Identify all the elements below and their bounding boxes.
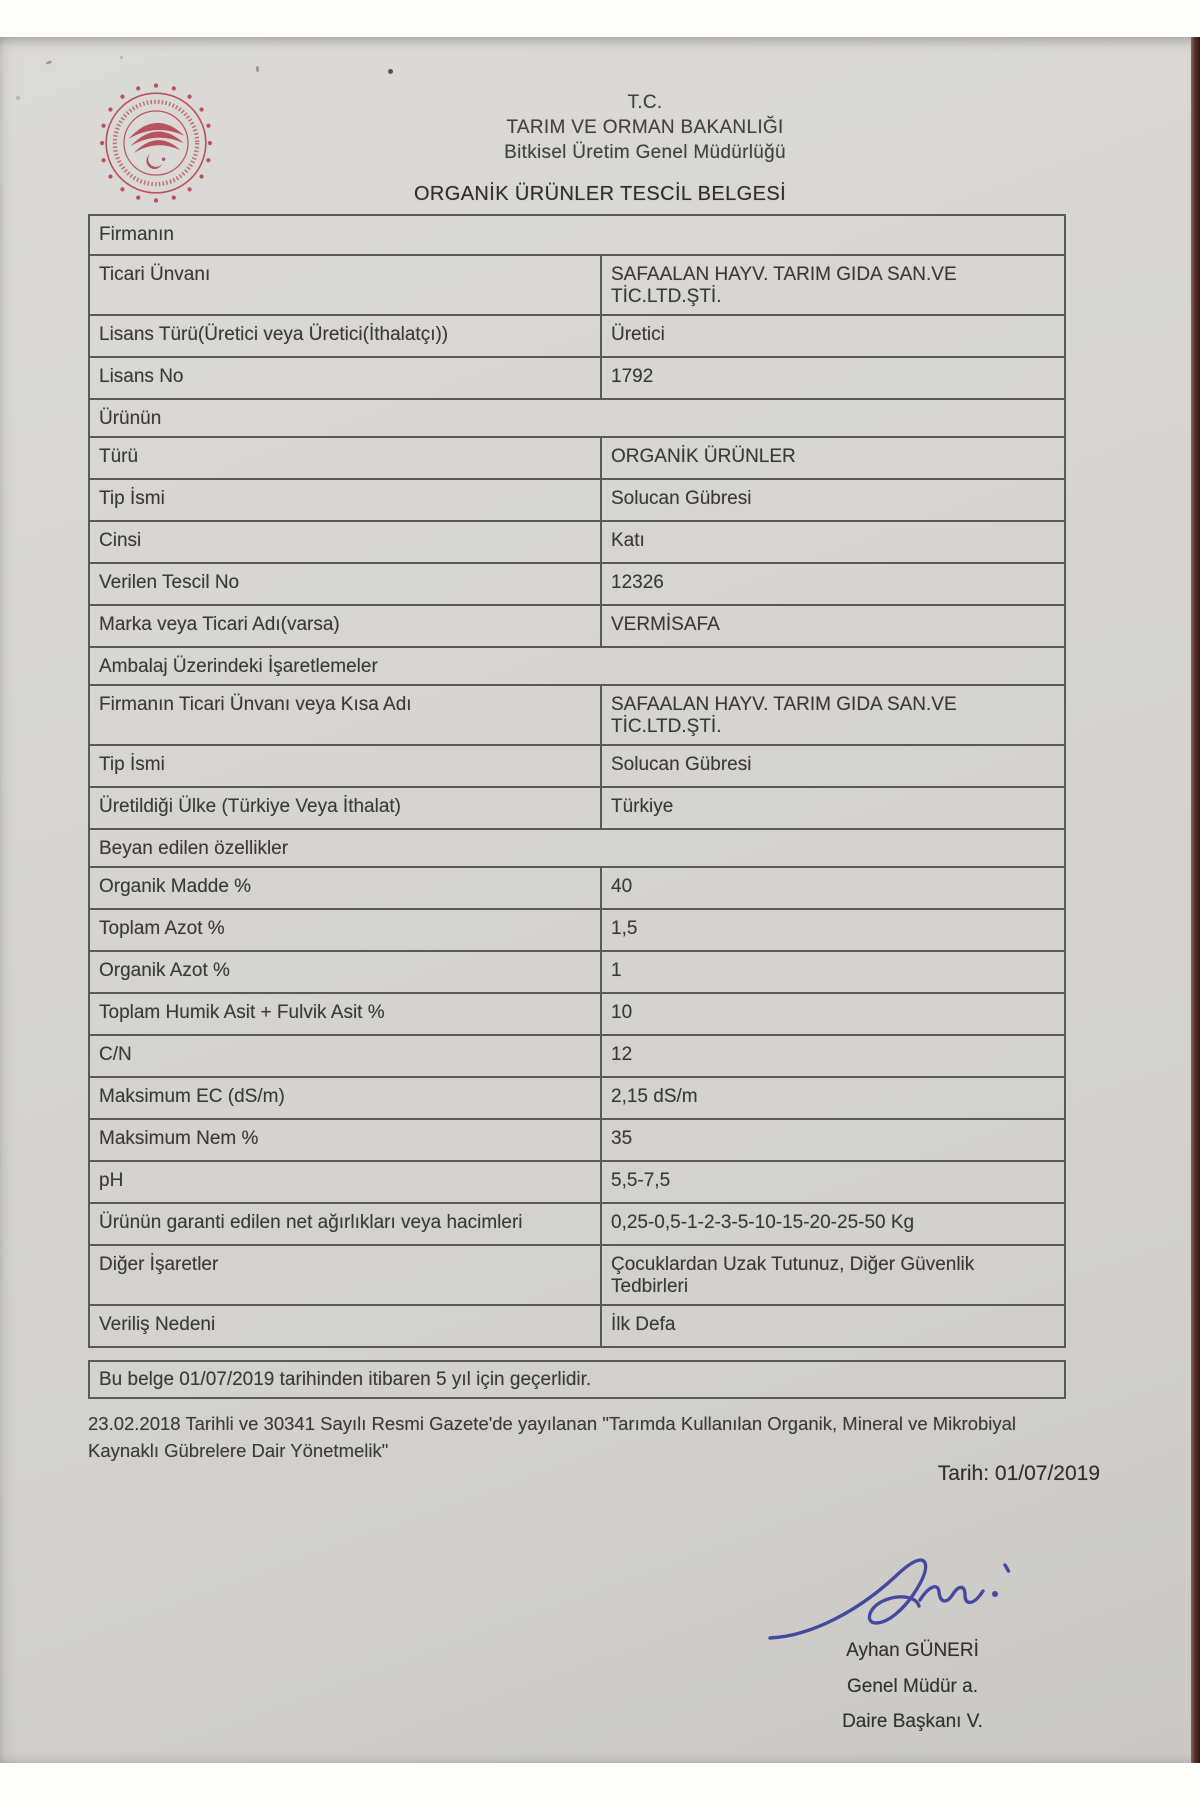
field-value: 35	[600, 1120, 1064, 1160]
field-label: Marka veya Ticari Adı(varsa)	[99, 614, 340, 635]
table-row	[90, 950, 1064, 992]
field-value: ORGANİK ÜRÜNLER	[600, 438, 1064, 478]
field-value: SAFAALAN HAYV. TARIM GIDA SAN.VE TİC.LTD.ŞTİ.	[600, 686, 1064, 744]
field-value: 5,5-7,5	[600, 1162, 1064, 1202]
date-label: Tarih: 01/07/2019	[937, 1462, 1100, 1485]
section-label: Beyan edilen özellikler	[99, 838, 289, 859]
table-row	[90, 520, 1064, 562]
table-row	[90, 436, 1064, 478]
field-value: Çocuklardan Uzak Tutunuz, Diğer Güvenlik Tedbirleri	[600, 1246, 1064, 1304]
emblem-fan	[129, 123, 185, 153]
field-value: 10	[600, 994, 1064, 1034]
field-label: Verilen Tescil No	[99, 572, 240, 593]
table-row	[90, 478, 1064, 520]
field-label: Ticari Ünvanı	[99, 264, 211, 285]
field-value: 40	[600, 868, 1064, 908]
scan-speck	[256, 66, 259, 72]
field-label: Maksimum Nem %	[99, 1128, 259, 1149]
field-label: Ürünün garanti edilen net ağırlıkları veya hacimleri	[99, 1212, 523, 1233]
table-row	[90, 908, 1064, 950]
field-value: Solucan Gübresi	[600, 746, 1064, 786]
field-label: Organik Madde %	[99, 876, 252, 897]
section-label: Ürünün	[99, 408, 162, 429]
field-label: Toplam Azot %	[99, 918, 225, 939]
field-label: Diğer İşaretler	[99, 1254, 219, 1275]
table-row	[90, 1118, 1064, 1160]
scan-speck	[16, 96, 20, 100]
field-label: Tip İsmi	[99, 754, 165, 775]
table-row	[90, 1034, 1064, 1076]
field-value: Üretici	[600, 316, 1064, 356]
table-row	[90, 1304, 1064, 1346]
table-row	[90, 1076, 1064, 1118]
emblem-crescent	[146, 154, 162, 169]
field-label: Toplam Humik Asit + Fulvik Asit %	[99, 1002, 385, 1023]
header-directorate: Bitkisel Üretim Genel Müdürlüğü	[504, 142, 786, 163]
emblem-star	[162, 158, 165, 161]
table-row	[90, 992, 1064, 1034]
field-value: 12326	[600, 564, 1064, 604]
field-label: C/N	[99, 1044, 132, 1065]
field-value: 12	[600, 1036, 1064, 1076]
table-section-row	[90, 398, 1064, 436]
field-label: Organik Azot %	[99, 960, 230, 981]
table-row	[90, 1202, 1064, 1244]
field-label: Lisans No	[99, 366, 184, 387]
table-row	[90, 684, 1064, 744]
field-value: Türkiye	[600, 788, 1064, 828]
table-row	[90, 1160, 1064, 1202]
table-row	[90, 866, 1064, 908]
field-label: pH	[99, 1170, 124, 1191]
field-label: Türü	[99, 446, 139, 467]
header-tc: T.C.	[627, 92, 663, 113]
section-label: Ambalaj Üzerindeki İşaretlemeler	[99, 656, 378, 677]
field-label: Lisans Türü(Üretici veya Üretici(İthalatçı))	[99, 324, 449, 345]
registration-table	[88, 214, 1066, 1348]
section-label: Firmanın	[99, 224, 174, 245]
table-row	[90, 786, 1064, 828]
signature-ink-icon	[762, 1550, 1022, 1650]
field-label: Veriliş Nedeni	[99, 1314, 216, 1335]
field-value: 0,25-0,5-1-2-3-5-10-15-20-25-50 Kg	[600, 1204, 1064, 1244]
table-row	[90, 314, 1064, 356]
table-row	[90, 254, 1064, 314]
government-header	[245, 90, 1045, 165]
field-value: 1	[600, 952, 1064, 992]
header-ministry: TARIM VE ORMAN BAKANLIĞI	[506, 117, 784, 138]
field-value: 1,5	[600, 910, 1064, 950]
field-value: Katı	[600, 522, 1064, 562]
document-title: ORGANİK ÜRÜNLER TESCİL BELGESİ	[413, 183, 787, 205]
field-value: SAFAALAN HAYV. TARIM GIDA SAN.VE TİC.LTD.ŞTİ.	[600, 256, 1064, 314]
field-value: Solucan Gübresi	[600, 480, 1064, 520]
table-row	[90, 604, 1064, 646]
regulation-note: 23.02.2018 Tarihli ve 30341 Sayılı Resmi Gazete'de yayılanan "Tarımda Kullanılan Organik, Mineral ve Mikrobiyal Kaynaklı Gübrelere Dair Yönetmelik"	[88, 1413, 1017, 1461]
table-row	[90, 744, 1064, 786]
scan-speck	[388, 69, 393, 74]
table-row	[90, 356, 1064, 398]
table-section-row	[90, 646, 1064, 684]
field-value: İlk Defa	[600, 1306, 1064, 1346]
field-label: Tip İsmi	[99, 488, 165, 509]
table-section-row	[90, 216, 1064, 254]
validity-note: Bu belge 01/07/2019 tarihinden itibaren 5 yıl için geçerlidir.	[88, 1360, 1066, 1399]
field-label: Firmanın Ticari Ünvanı veya Kısa Adı	[99, 694, 412, 715]
table-row	[90, 562, 1064, 604]
signatory-role-1: Genel Müdür a.	[847, 1676, 978, 1697]
field-label: Maksimum EC (dS/m)	[99, 1086, 285, 1107]
table-row	[90, 1244, 1064, 1304]
field-value: VERMİSAFA	[600, 606, 1064, 646]
signatory-name: Ayhan GÜNERİ	[846, 1640, 979, 1661]
table-section-row	[90, 828, 1064, 866]
signatory-role-2: Daire Başkanı V.	[842, 1711, 983, 1732]
field-label: Üretildiği Ülke (Türkiye Veya İthalat)	[99, 796, 401, 817]
field-value: 1792	[600, 358, 1064, 398]
field-label: Cinsi	[99, 530, 142, 551]
scan-speck	[120, 56, 123, 59]
paper-right-edge-shadow	[1191, 37, 1200, 1763]
field-value: 2,15 dS/m	[600, 1078, 1064, 1118]
